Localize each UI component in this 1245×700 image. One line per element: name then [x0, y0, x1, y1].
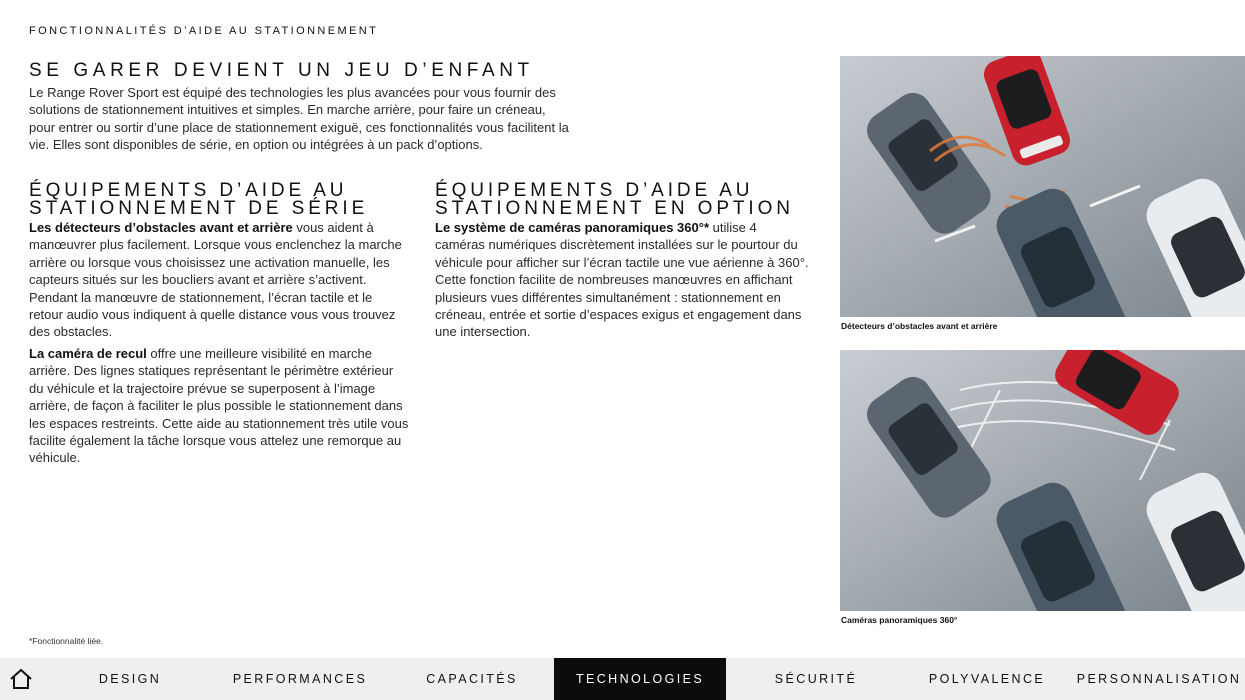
rear-camera-paragraph	[29, 345, 409, 467]
nav-item-technologies[interactable]: TECHNOLOGIES	[554, 658, 726, 700]
rear-camera-text: offre une meilleure visibilité en marche arrière. Des lignes statiques représentant le périmètre extérieur du véhicule et la trajectoire prévue se superposent à l’image arrière, de façon à faciliter le plus possible le stationnement dans les espaces restreints. Cette aide au stationnement très utile vous facilite également la tâche lorsque vous attelez une remorque au véhicule.	[29, 346, 409, 466]
footnote: *Fonctionnalité liée.	[29, 636, 104, 646]
nav-item-securite[interactable]: SÉCURITÉ	[774, 672, 858, 686]
nav-item-capacites[interactable]: CAPACITÉS	[426, 672, 518, 686]
parking-sensors-lead: Les détecteurs d’obstacles avant et arrière	[29, 220, 293, 235]
nav-item-polyvalence[interactable]: POLYVALENCE	[928, 672, 1046, 686]
intro-paragraph: Le Range Rover Sport est équipé des technologies les plus avancées pour vous fournir des solutions de stationnement intuitives et simples. En marche arrière, pour faire un créneau, pour entrer ou sortir d’une place de stationnement exiguë, ces fonctionnalités vous facilitent la vie. Elles sont disponibles de série, en option ou intégrées à un pack d’options.	[29, 85, 569, 153]
surround-camera-illustration	[840, 350, 1245, 611]
parking-sensors-text: vous aident à manœuvrer plus facilement. Lorsque vous enclenchez la marche arrière ou lorsque vous choisissez une activation manuelle, les capteurs situés sur les boucliers avant et arrière s’activent. Pendant la manœuvre de stationnement, l’écran tactile et le retour audio vous indiquent à quelle distance vous vous trouvez des obstacles.	[29, 220, 402, 340]
page-title: SE GARER DEVIENT UN JEU D’ENFANT	[29, 60, 534, 81]
surround-camera-photo	[840, 350, 1245, 611]
parking-sensors-illustration	[840, 56, 1245, 317]
surround-camera-lead: Le système de caméras panoramiques 360°*	[435, 220, 710, 235]
nav-item-personnalisation[interactable]: PERSONNALISATION	[1076, 672, 1242, 686]
surround-camera-caption: Caméras panoramiques 360°	[841, 615, 958, 625]
home-icon[interactable]	[8, 668, 34, 690]
parking-sensors-caption: Détecteurs d’obstacles avant et arrière	[841, 321, 998, 331]
parking-sensors-photo	[840, 56, 1245, 317]
section-kicker: FONCTIONNALITÉS D’AIDE AU STATIONNEMENT	[29, 25, 379, 37]
parking-sensors-paragraph	[29, 219, 409, 341]
nav-item-design[interactable]: DESIGN	[98, 672, 162, 686]
standard-equipment-heading: ÉQUIPEMENTS D’AIDE AU STATIONNEMENT DE SÉRIE	[29, 180, 369, 219]
surround-camera-paragraph	[435, 219, 810, 341]
optional-equipment-heading: ÉQUIPEMENTS D’AIDE AU STATIONNEMENT EN OPTION	[435, 180, 794, 219]
rear-camera-lead: La caméra de recul	[29, 346, 147, 361]
surround-camera-text: utilise 4 caméras numériques discrètement installées sur le pourtour du véhicule pour afficher sur l’écran tactile une vue aérienne à 360°. Cette fonction facilite de nombreuses manœuvres en affichant plusieurs vues différentes simultanément : stationnement en créneau, entrée et sortie d’espaces exigus et engagement dans une intersection.	[435, 220, 809, 340]
bottom-navigation	[0, 658, 1245, 700]
nav-item-performances[interactable]: PERFORMANCES	[232, 672, 368, 686]
